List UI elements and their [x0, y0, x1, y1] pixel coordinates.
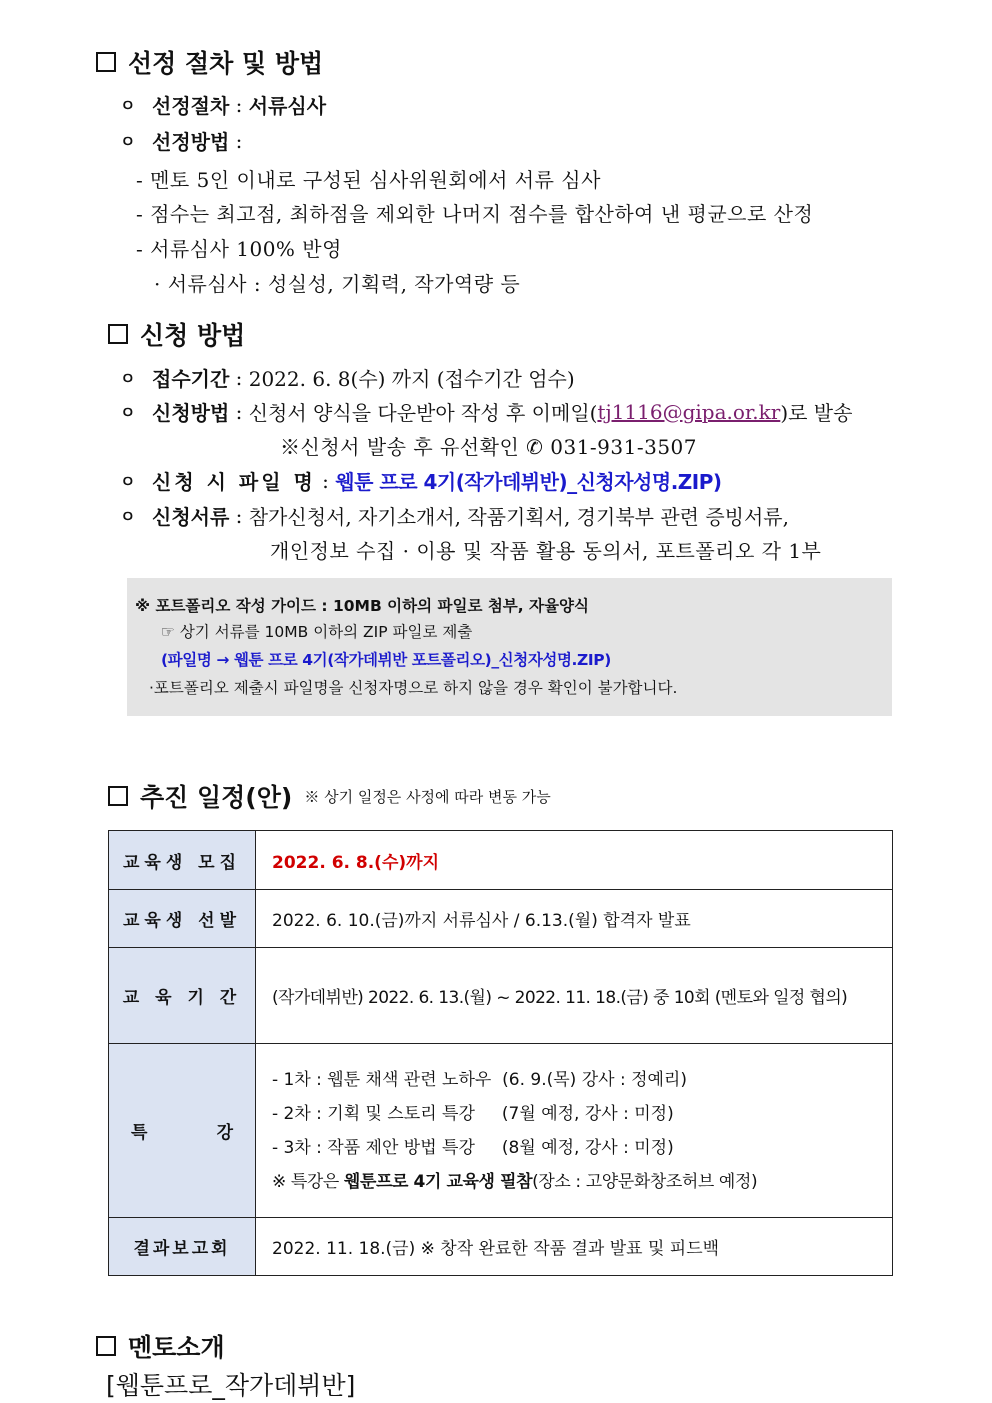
section-title-schedule: [108, 778, 551, 814]
guide-title: ※ 포트폴리오 작성 가이드 : 10MB 이하의 파일로 첨부, 자율양식: [135, 597, 589, 615]
recruit-date: 2022. 6. 8.(수)까지: [272, 852, 439, 873]
method-label: 선정방법: [152, 130, 230, 154]
selection-procedure-row: ㅇ 선정절차 : 서류심사: [120, 90, 326, 119]
phone-notice: ※신청서 발송 후 유선확인 ✆ 031-931-3507: [280, 435, 698, 459]
row-value-lecture: [256, 1044, 893, 1218]
filename-value: 웹툰 프로 4기(작가데뷔반)_신청자성명.ZIP): [335, 470, 722, 494]
bullet-circle-icon: ㅇ: [120, 96, 136, 115]
lecture-line-1: - 1차 : 웹툰 채색 관련 노하우 (6. 9.(목) 강사 : 정예리): [272, 1069, 687, 1090]
mentor-subtitle: [웹툰프로_작가데뷔반]: [106, 1371, 356, 1400]
lecture-note: [272, 1165, 876, 1199]
lecture-note-bold: 웹툰프로 4기 교육생 필참: [343, 1171, 533, 1192]
method-line-1: - 멘토 5인 이내로 구성된 심사위원회에서 서류 심사: [136, 168, 601, 192]
app-method-text: 신청서 양식을 다운받아 작성 후 이메일(: [248, 401, 598, 425]
row-value-period: (작가데뷔반) 2022. 6. 13.(월) ~ 2022. 11. 18.(금) 중 10회 (멘토와 일정 협의): [256, 948, 893, 1044]
docs-line-2: 개인정보 수집 · 이용 및 작품 활용 동의서, 포트폴리오 각 1부: [270, 539, 822, 563]
section-title-application: [108, 316, 245, 352]
app-method-label: 신청방법: [152, 401, 230, 425]
row-value-report: 2022. 11. 18.(금) ※ 창작 완료한 작품 결과 발표 및 피드백: [256, 1218, 893, 1276]
table-row: [109, 1218, 893, 1276]
guide-line-2: (파일명 → 웹툰 프로 4기(작가데뷔반 포트폴리오)_신청자성명.ZIP): [161, 651, 611, 669]
lecture-note-post: (장소 : 고양문화창조허브 예정): [532, 1171, 758, 1192]
schedule-table: [108, 830, 893, 1276]
application-period-row: ㅇ 접수기간 : 2022. 6. 8(수) 까지 (접수기간 엄수): [120, 363, 575, 392]
lecture-note-pre: ※ 특강은: [272, 1171, 344, 1192]
period-label: 접수기간: [152, 367, 230, 391]
bullet-circle-icon: ㅇ: [120, 472, 136, 491]
docs-label: 신청서류: [152, 505, 230, 529]
method-line-3: - 서류심사 100% 반영: [136, 237, 342, 261]
row-head-report: 결과보고회: [109, 1218, 256, 1276]
section-title-text: 추진 일정(안): [140, 783, 293, 812]
selection-method-row: ㅇ 선정방법 :: [120, 126, 242, 155]
docs-line-1: 참가신청서, 자기소개서, 작품기획서, 경기북부 관련 증빙서류,: [248, 505, 789, 529]
method-line-2: - 점수는 최고점, 최하점을 제외한 나머지 점수를 합산하여 낸 평균으로 산정: [136, 202, 814, 226]
row-head-selection: 교육생 선발: [109, 890, 256, 948]
lecture-head-b: 강: [216, 1123, 233, 1143]
bullet-circle-icon: ㅇ: [120, 369, 136, 388]
application-method-row: ㅇ 신청방법 : 신청서 양식을 다운받아 작성 후 이메일( tj1116@gipa.or.kr )로 발송: [120, 397, 852, 426]
procedure-value: 서류심사: [248, 94, 327, 118]
table-row: [109, 831, 893, 890]
filename-label: 신청 시 파일 명: [152, 470, 316, 494]
row-head-period: 교 육 기 간: [109, 948, 256, 1044]
guide-line-1: ☞ 상기 서류를 10MB 이하의 ZIP 파일로 제출: [161, 623, 473, 641]
documents-row: ㅇ 신청서류 : 참가신청서, 자기소개서, 작품기획서, 경기북부 관련 증빙서류,: [120, 501, 789, 530]
checkbox-square-icon: [108, 786, 128, 806]
app-method-tail: )로 발송: [780, 401, 853, 425]
bullet-circle-icon: ㅇ: [120, 132, 136, 151]
guide-line-3: ·포트폴리오 제출시 파일명을 신청자명으로 하지 않을 경우 확인이 불가합니다.: [149, 679, 678, 697]
schedule-note: ※ 상기 일정은 사정에 따라 변동 가능: [304, 787, 551, 806]
row-value-selection: 2022. 6. 10.(금)까지 서류심사 / 6.13.(월) 합격자 발표: [256, 890, 893, 948]
period-value: 2022. 6. 8(수) 까지 (접수기간 엄수): [248, 367, 575, 391]
checkbox-square-icon: [96, 52, 116, 72]
lecture-line-3: - 3차 : 작품 제안 방법 특강 (8월 예정, 강사 : 미정): [272, 1137, 674, 1158]
table-row: [109, 890, 893, 948]
section-title-selection: [96, 44, 323, 80]
table-row: [109, 948, 893, 1044]
email-link[interactable]: tj1116@gipa.or.kr: [597, 399, 781, 424]
bullet-circle-icon: ㅇ: [120, 403, 136, 422]
lecture-head-a: 특: [131, 1123, 148, 1143]
procedure-label: 선정절차: [152, 94, 230, 118]
row-head-lecture: [109, 1044, 256, 1218]
method-line-4: · 서류심사 : 성실성, 기획력, 작가역량 등: [154, 272, 521, 296]
filename-row: ㅇ 신청 시 파일 명 : 웹툰 프로 4기(작가데뷔반)_신청자성명.ZIP): [120, 466, 722, 495]
bullet-circle-icon: ㅇ: [120, 507, 136, 526]
portfolio-guide-box: [127, 578, 892, 716]
section-title-mentor: [96, 1328, 225, 1364]
checkbox-square-icon: [96, 1336, 116, 1356]
lecture-line-2: - 2차 : 기획 및 스토리 특강 (7월 예정, 강사 : 미정): [272, 1103, 674, 1124]
row-head-recruit: 교육생 모집: [109, 831, 256, 890]
checkbox-square-icon: [108, 324, 128, 344]
section-title-text: 멘토소개: [128, 1333, 225, 1362]
section-title-text: 신청 방법: [140, 321, 246, 350]
table-row: [109, 1044, 893, 1218]
section-title-text: 선정 절차 및 방법: [128, 49, 324, 78]
row-value-recruit: [256, 831, 893, 890]
